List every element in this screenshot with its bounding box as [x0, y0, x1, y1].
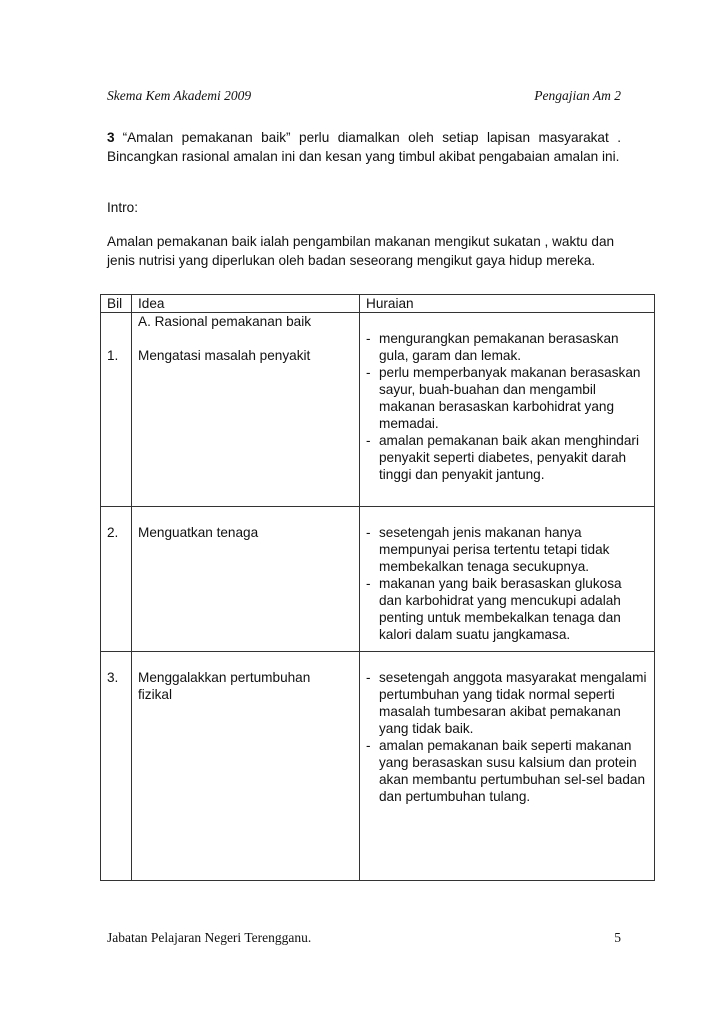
list-item: - sesetengah jenis makanan hanya mempunyai perisa tertentu tetapi tidak membekalkan tenaga secukupnya.: [366, 524, 648, 575]
huraian-list: [366, 330, 648, 483]
table-row: [101, 507, 655, 652]
answer-table: [100, 294, 655, 881]
list-item: - amalan pemakanan baik seperti makanan yang berasaskan susu kalsium dan protein akan membantu pertumbuhan sel-sel badan dan pertumbuhan tulang.: [366, 737, 648, 805]
bil-value: 2.: [107, 525, 119, 540]
question-text: “Amalan pemakanan baik” perlu diamalkan oleh setiap lapisan masyarakat . Bincangkan rasional amalan ini dan kesan yang timbul akibat pengabaian amalan ini.: [107, 130, 621, 164]
header-idea: Idea: [132, 295, 360, 313]
table-row: [101, 313, 655, 507]
row-huraian: [360, 313, 655, 507]
list-item: - perlu memperbanyak makanan berasaskan sayur, buah-buahan dan mengambil makanan berasaskan karbohidrat yang memadai.: [366, 364, 648, 432]
list-item: - amalan pemakanan baik akan menghindari penyakit seperti diabetes, penyakit darah tinggi dan penyakit jantung.: [366, 432, 648, 483]
list-item: - mengurangkan pemakanan berasaskan gula, garam dan lemak.: [366, 330, 648, 364]
idea-text: Mengatasi masalah penyakit: [138, 348, 311, 363]
row-idea: [132, 313, 360, 507]
row-bil: [101, 313, 132, 507]
bil-value: 1.: [107, 348, 119, 363]
list-item: - sesetengah anggota masyarakat mengalami pertumbuhan yang tidak normal seperti masalah tumbesaran akibat pemakanan yang tidak baik.: [366, 669, 648, 737]
page-header: [107, 88, 621, 104]
page-footer: [107, 930, 621, 946]
page-number: 5: [614, 930, 621, 945]
question-number: 3: [107, 130, 115, 145]
header-bil: Bil: [101, 295, 132, 313]
footer-text: Jabatan Pelajaran Negeri Terengganu.: [107, 930, 312, 945]
row-bil: [101, 652, 132, 881]
row-idea: [132, 652, 360, 881]
section-title: A. Rasional pemakanan baik: [138, 314, 312, 329]
table-row: [101, 652, 655, 881]
huraian-list: [366, 669, 648, 805]
table-header-row: [101, 295, 655, 313]
row-huraian: [360, 652, 655, 881]
header-right: Pengajian Am 2: [534, 88, 621, 103]
question-block: [107, 128, 621, 166]
intro-label: Intro:: [107, 200, 138, 215]
row-huraian: [360, 507, 655, 652]
huraian-list: [366, 524, 648, 643]
row-bil: [101, 507, 132, 652]
header-left: Skema Kem Akademi 2009: [107, 88, 252, 103]
header-huraian: Huraian: [360, 295, 655, 313]
row-idea: [132, 507, 360, 652]
list-item: - makanan yang baik berasaskan glukosa dan karbohidrat yang mencukupi adalah penting untuk membekalkan tenaga dan kalori dalam suatu jangkamasa.: [366, 575, 648, 643]
bil-value: 3.: [107, 670, 119, 685]
intro-text: Amalan pemakanan baik ialah pengambilan makanan mengikut sukatan , waktu dan jenis nutrisi yang diperlukan oleh badan seseorang mengikut gaya hidup mereka.: [107, 234, 615, 268]
idea-text: Menggalakkan pertumbuhan fizikal: [138, 670, 311, 702]
idea-text: Menguatkan tenaga: [138, 525, 259, 540]
